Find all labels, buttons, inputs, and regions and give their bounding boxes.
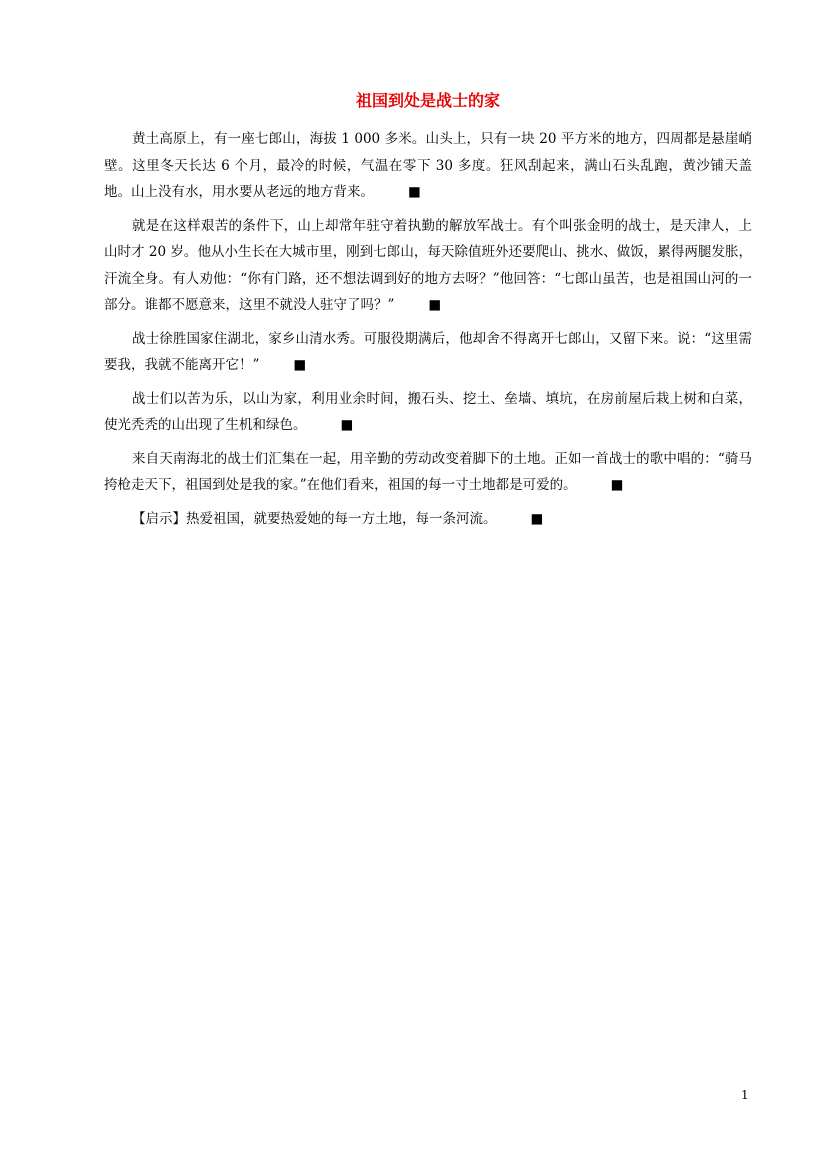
paragraph-5 (104, 446, 752, 499)
paragraph-1 (104, 126, 752, 206)
end-mark-square: ■ (408, 184, 421, 200)
paragraph-text: 【启示】热爱祖国，就要热爱她的每一方土地，每一条河流。 (132, 510, 497, 527)
paragraph-text: 来自天南海北的战士们汇集在一起，用辛勤的劳动改变着脚下的土地。正如一首战士的歌中唱的：“骑马挎枪走天下，祖国到处是我的家。”在他们看来，祖国的每一寸土地都是可爱的。 (104, 450, 752, 493)
paragraph-text: 战士徐胜国家住湖北，家乡山清水秀。可服役期满后，他却舍不得离开七郎山，又留下来。说：“这里需要我，我就不能离开它！” (104, 330, 752, 373)
document-title: 祖国到处是战士的家 (355, 91, 500, 110)
end-mark-square: ■ (428, 297, 442, 313)
end-mark-square: ■ (293, 357, 307, 373)
end-mark-square: ■ (610, 477, 624, 493)
paragraph-text: 战士们以苦为乐，以山为家，利用业余时间，搬石头、挖土、垒墙、填坑，在房前屋后栽上树和白菜，使光秃秃的山出现了生机和绿色。 (104, 390, 752, 433)
paragraph-4 (104, 386, 752, 439)
paragraph-text: 黄土高原上，有一座七郎山，海拔 1 000 多米。山头上，只有一块 20 平方米的地方，四周都是悬崖峭壁。这里冬天长达 6 个月，最冷的时候，气温在零下 30 多度。狂风刮起来，满山石头乱跑，黄沙铺天盖地。山上没有水，用水要从老远的地方背来。 (104, 131, 752, 200)
paragraph-6 (104, 506, 752, 533)
end-mark-square: ■ (530, 510, 544, 527)
page-number: 1 (741, 1088, 749, 1102)
paragraph-3 (104, 326, 752, 379)
end-mark-square: ■ (340, 417, 354, 433)
document-body (104, 126, 752, 539)
paragraph-text: 就是在这样艰苦的条件下，山上却常年驻守着执勤的解放军战士。有个叫张金明的战士，是天津人，上山时才 20 岁。他从小生长在大城市里，刚到七郎山，每天除值班外还要爬山、挑水、做饭，累得两腿发胀，汗流全身。有人劝他：“你有门路，还不想法调到好的地方去呀？”他回答：“七郎山虽苦，也是祖国山河的一部分。谁都不愿意来，这里不就没人驻守了吗？” (104, 217, 752, 313)
paragraph-2 (104, 213, 752, 319)
